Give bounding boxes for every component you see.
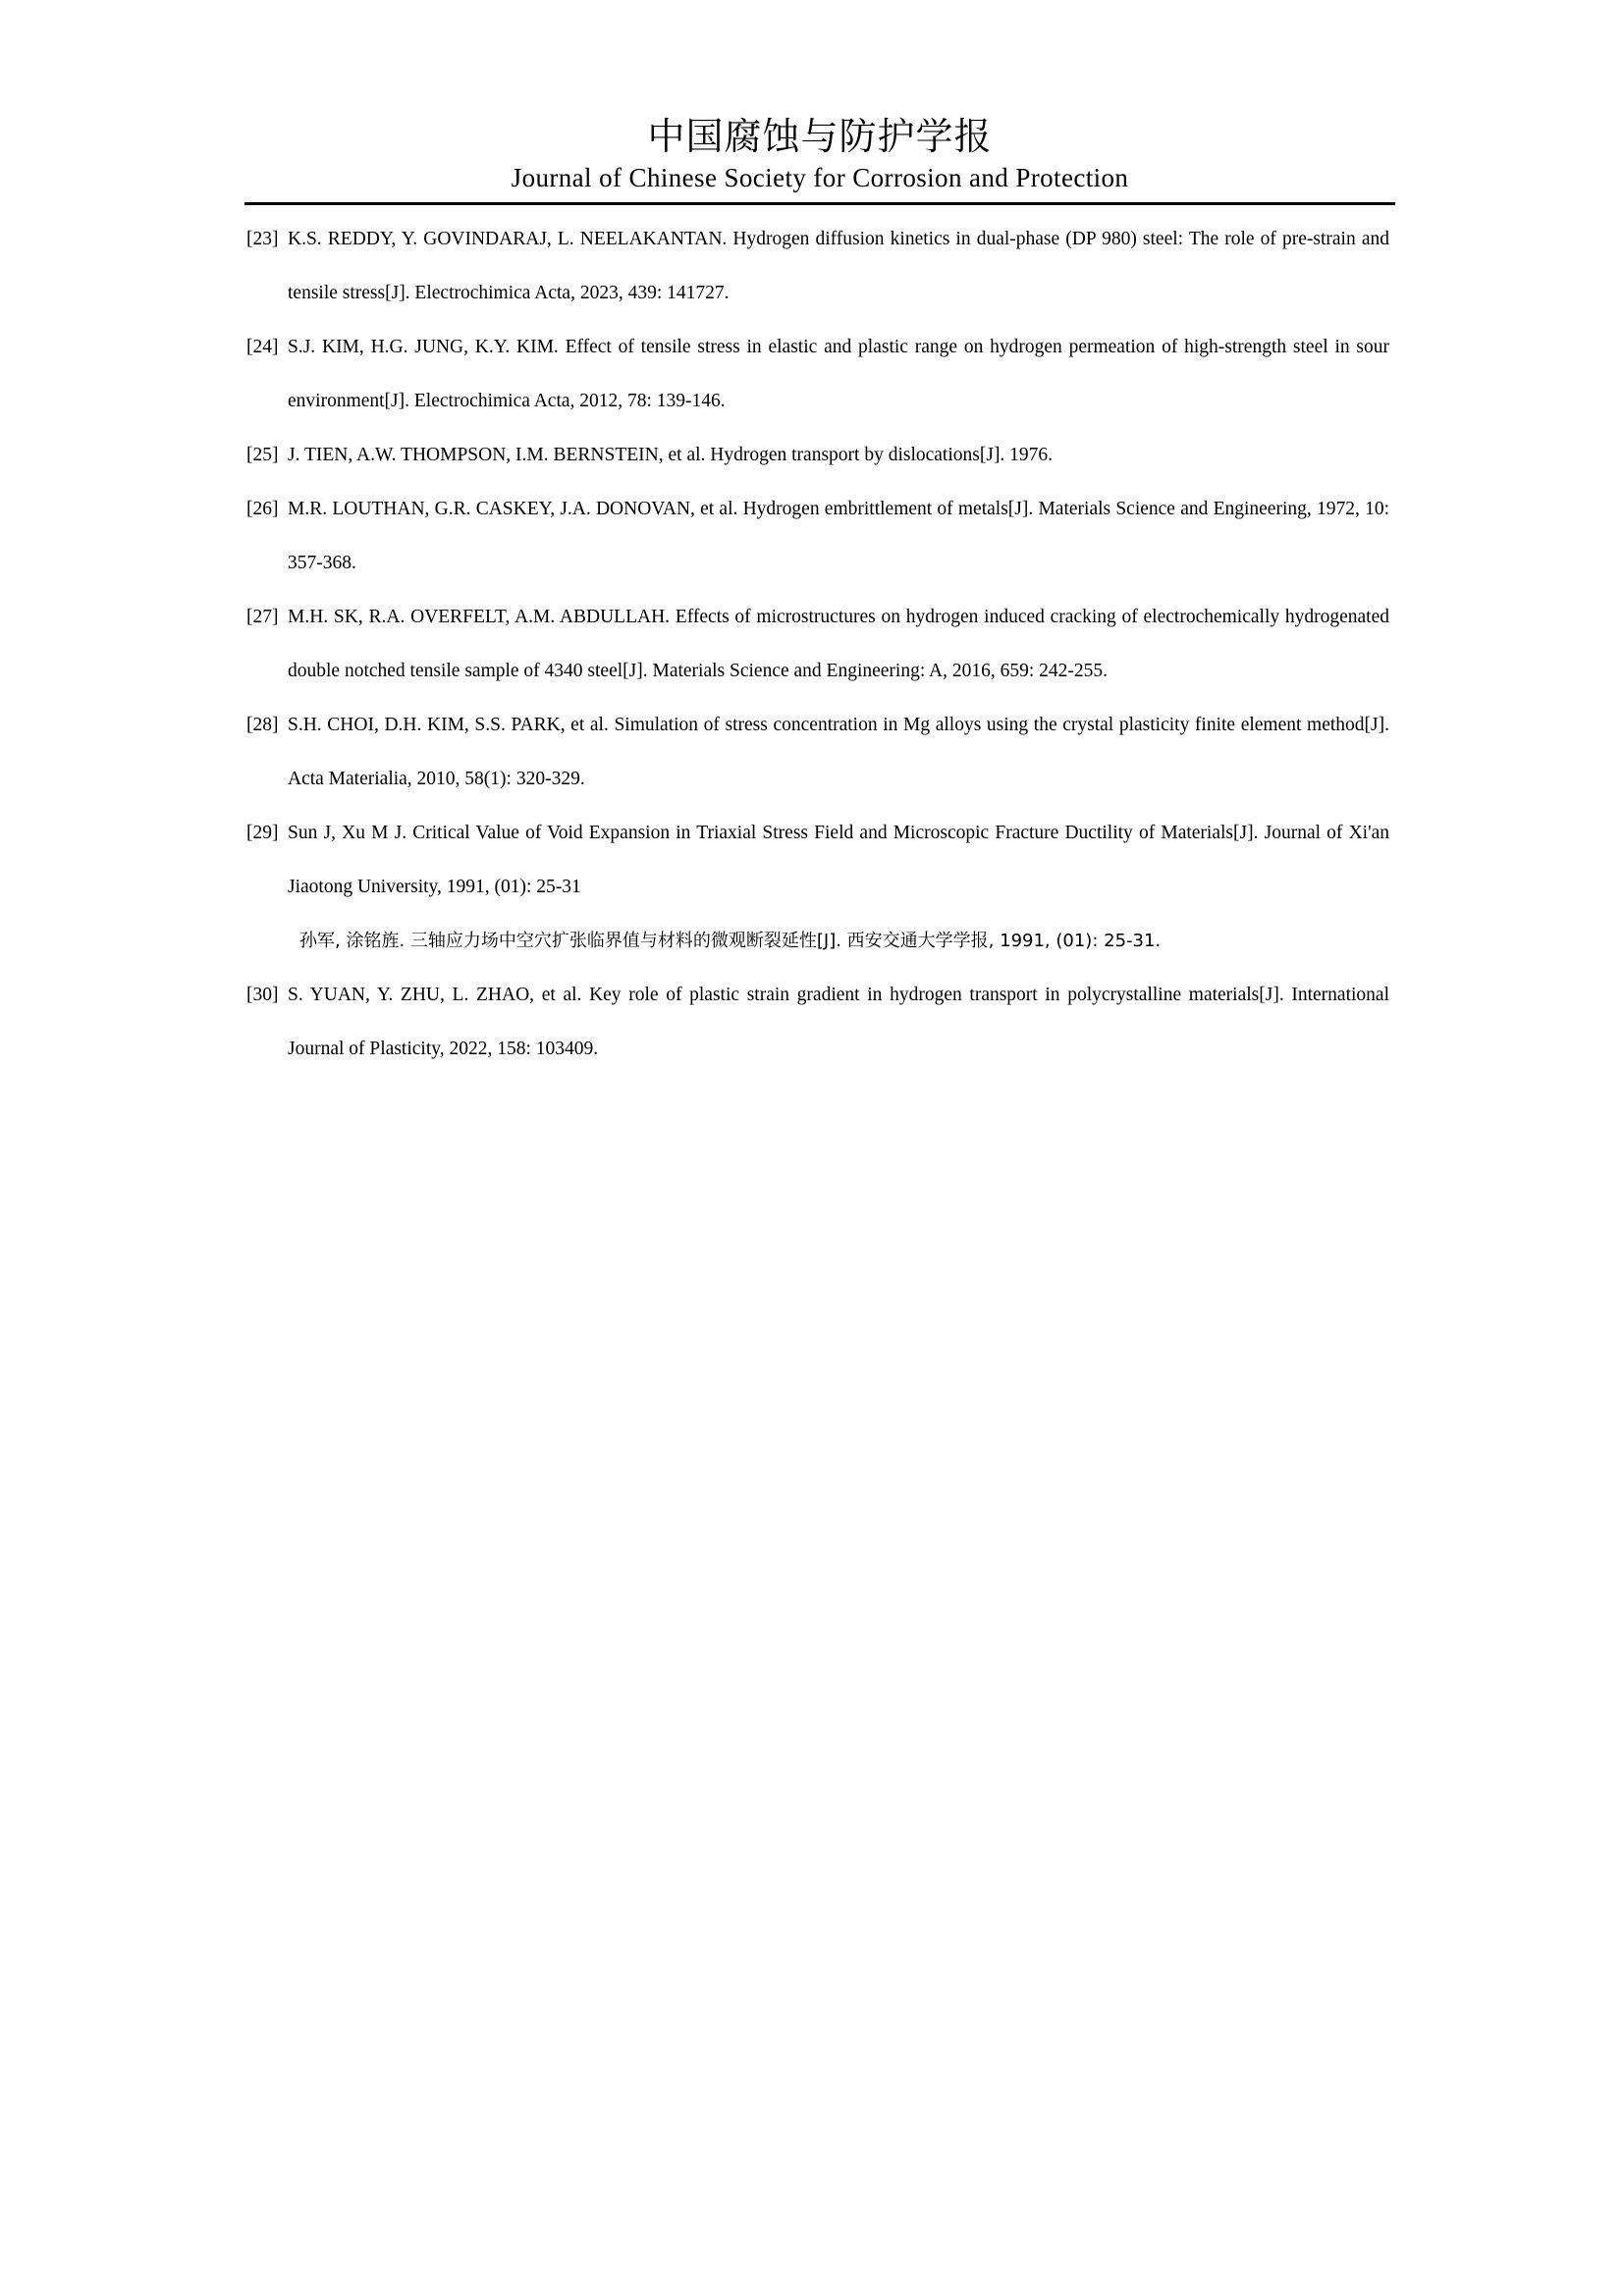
reference-item	[246, 698, 1389, 806]
reference-text: S.J. KIM, H.G. JUNG, K.Y. KIM. Effect of tensile stress in elastic and plastic range on hydrogen permeation of high-strength steel in sour environment[J]. Electrochimica Acta, 2012, 78: 139-146.	[288, 337, 1389, 411]
reference-list	[246, 212, 1389, 1076]
reference-item	[246, 968, 1389, 1076]
journal-title-chinese: 中国腐蚀与防护学报	[647, 115, 993, 158]
reference-text: M.R. LOUTHAN, G.R. CASKEY, J.A. DONOVAN, et al. Hydrogen embrittlement of metals[J]. Materials Science and Engineering, 1972, 10: 357-368.	[288, 499, 1389, 573]
reference-text: S. YUAN, Y. ZHU, L. ZHAO, et al. Key role of plastic strain gradient in hydrogen transport in polycrystalline materials[J]. International Journal of Plasticity, 2022, 158: 103409.	[288, 985, 1389, 1059]
reference-item	[246, 212, 1389, 320]
reference-item	[246, 428, 1389, 482]
reference-number: [24]	[246, 337, 279, 357]
reference-text-chinese: 孙军, 涂铭旌. 三轴应力场中空穴扩张临界值与材料的微观断裂延性[J]. 西安交通大学学报, 1991, (01): 25-31.	[299, 931, 1162, 951]
reference-text: Sun J, Xu M J. Critical Value of Void Expansion in Triaxial Stress Field and Microscopic Fracture Ductility of Materials[J]. Journal of Xi'an Jiaotong University, 1991, (01): 25-31	[288, 823, 1389, 897]
reference-number: [27]	[246, 607, 279, 627]
reference-number: [28]	[246, 715, 279, 735]
page-header	[244, 111, 1395, 193]
header-rule	[244, 202, 1395, 205]
reference-item	[246, 806, 1389, 968]
reference-number: [25]	[246, 445, 279, 465]
reference-item	[246, 320, 1389, 428]
reference-number: [29]	[246, 823, 279, 843]
reference-text: S.H. CHOI, D.H. KIM, S.S. PARK, et al. Simulation of stress concentration in Mg alloys using the crystal plasticity finite element method[J]. Acta Materialia, 2010, 58(1): 320-329.	[288, 715, 1389, 789]
reference-text: J. TIEN, A.W. THOMPSON, I.M. BERNSTEIN, et al. Hydrogen transport by dislocations[J]. 1976.	[288, 445, 1054, 465]
reference-text: M.H. SK, R.A. OVERFELT, A.M. ABDULLAH. Effects of microstructures on hydrogen induced cracking of electrochemically hydrogenated double notched tensile sample of 4340 steel[J]. Materials Science and Engineering: A, 2016, 659: 242-255.	[288, 607, 1389, 681]
reference-item	[246, 590, 1389, 698]
reference-number: [26]	[246, 499, 279, 519]
reference-text: K.S. REDDY, Y. GOVINDARAJ, L. NEELAKANTAN. Hydrogen diffusion kinetics in dual-phase (DP 980) steel: The role of pre-strain and tensile stress[J]. Electrochimica Acta, 2023, 439: 141727.	[288, 229, 1389, 303]
journal-title-english: Journal of Chinese Society for Corrosion and Protection	[511, 163, 1129, 192]
reference-number: [30]	[246, 985, 279, 1005]
reference-item	[246, 482, 1389, 590]
reference-number: [23]	[246, 229, 279, 249]
